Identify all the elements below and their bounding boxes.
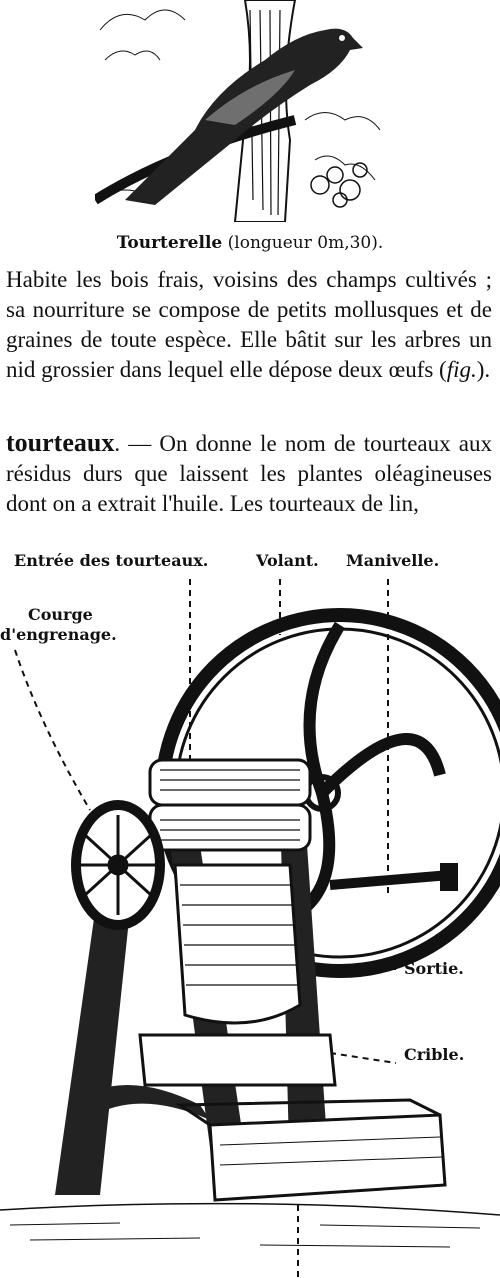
label-volant: Volant. (256, 551, 319, 570)
entry-headword: tourteaux (6, 428, 115, 457)
paragraph-tourterelle (6, 265, 492, 385)
caption-name: Tourterelle (116, 233, 223, 253)
paragraph-tourteaux (6, 428, 492, 519)
machine-drawing (0, 545, 500, 1278)
paragraph-text: Habite les bois frais, voisins des champs cultivés ; sa nourriture se compose de petits mollusques et de graines de toute espèce. Elle bâtit sur les arbres un nid grossier dans lequel elle dépose deux œufs ( (6, 267, 492, 382)
fig-reference: fig. (446, 357, 477, 382)
label-sortie: Sortie. (404, 959, 464, 978)
figure-caption (0, 233, 500, 253)
label-manivelle: Manivelle. (346, 551, 440, 570)
oilcake-crusher-illustration (0, 545, 500, 1278)
label-courge-line1: Courge (28, 605, 93, 624)
caption-detail: (longueur 0m,30). (227, 233, 384, 253)
label-entree: Entrée des tourteaux. (14, 551, 209, 570)
label-courge-line2: d'engrenage. (0, 625, 117, 644)
label-crible: Crible. (404, 1045, 465, 1064)
paragraph-end: ). (476, 357, 491, 382)
turtle-dove-illustration (95, 0, 385, 222)
entry-text: . — On donne le nom de tourteaux aux résidus durs que laissent les plantes oléagineuses dont on a extrait l'huile. Les tourteaux de lin, (6, 431, 492, 516)
